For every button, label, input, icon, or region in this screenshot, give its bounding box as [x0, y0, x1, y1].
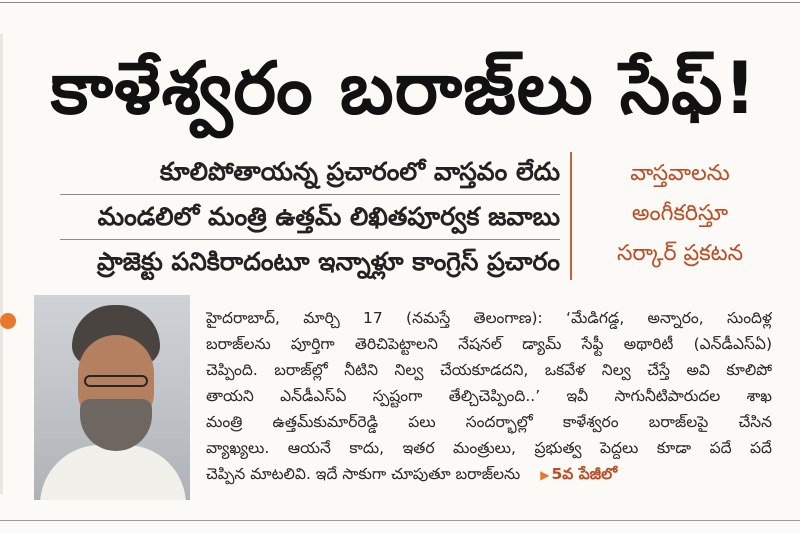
photo-beard: [80, 399, 152, 451]
body-line: బరాజ్‌లను పూర్తిగా తెరిచిపెట్టాలని నేషనల్ డ్యామ్ సేఫ్టీ అథారిటీ (ఎన్‌డీఎస్‌ఏ): [206, 335, 772, 353]
photo-glasses: [84, 375, 148, 387]
subhead-1: కూలిపోతాయన్న ప్రచారంలో వాస్తవం లేదు: [60, 150, 560, 195]
side-deck-line-1: వాస్తవాలను: [630, 161, 730, 186]
body-line: చెప్పింది. బరాజ్‌ల్లో నీటిని నిల్వ చేయకూడదని, ఒకవేళ నిల్వ చేస్తే అవి కూలిపో: [206, 361, 772, 379]
headline: కాళేశ్వరం బరాజ్‌లు సేఫ్!: [50, 46, 758, 130]
subheads: [60, 150, 560, 284]
body-line: మంత్రి ఉత్తమ్‌కుమార్‌రెడ్డి పలు సందర్భాల్లో కాళేశ్వరం బరాజ్‌లపై చేసిన: [206, 413, 772, 431]
body-line: వ్యాఖ్యలు. ఆయనే కాదు, ఇతర మంత్రులు, ప్రభుత్వ పెద్దలు కూడా పదే పదే: [206, 439, 772, 457]
subhead-3: ప్రాజెక్టు పనికిరాదంటూ ఇన్నాళ్లూ కాంగ్రెస్ ప్రచారం: [96, 247, 560, 276]
arrow-right-icon: ▶: [540, 468, 550, 482]
left-edge: [0, 34, 3, 494]
minister-photo: [34, 295, 190, 500]
article-body: [206, 305, 772, 487]
bullet-dot-icon: [0, 313, 16, 329]
continuation-link[interactable]: [540, 465, 617, 483]
side-deck-line-2: అంగీకరిస్తూ: [631, 201, 729, 226]
subhead-2: మండలిలో మంత్రి ఉత్తమ్ లిఖితపూర్వక జవాబు: [60, 195, 560, 240]
body-line: హైదరాబాద్, మార్చి 17 (నమస్తే తెలంగాణ): ‘మేడిగడ్డ, అన్నారం, సుందిళ్ల: [206, 309, 772, 327]
side-deck-divider: [570, 152, 572, 280]
body-line: తాయని ఎన్‌డీఎస్‌ఏ స్పష్టంగా తేల్చిచెప్పింది..’ ఇవీ సాగునీటిపారుదల శాఖ: [206, 387, 772, 405]
photo-shirt: [40, 445, 186, 500]
side-deck-line-3: సర్కార్ ప్రకటన: [616, 241, 744, 266]
body-line-text: చెప్పిన మాటలివి. ఇదే సాకుగా చూపుతూ బరాజ్‌లను: [206, 465, 521, 483]
side-deck: [580, 154, 780, 274]
continuation-label: 5వ పేజీలో: [551, 465, 618, 483]
body-line-last: [206, 461, 772, 487]
top-rule: [0, 2, 800, 3]
bottom-rule: [0, 520, 800, 521]
